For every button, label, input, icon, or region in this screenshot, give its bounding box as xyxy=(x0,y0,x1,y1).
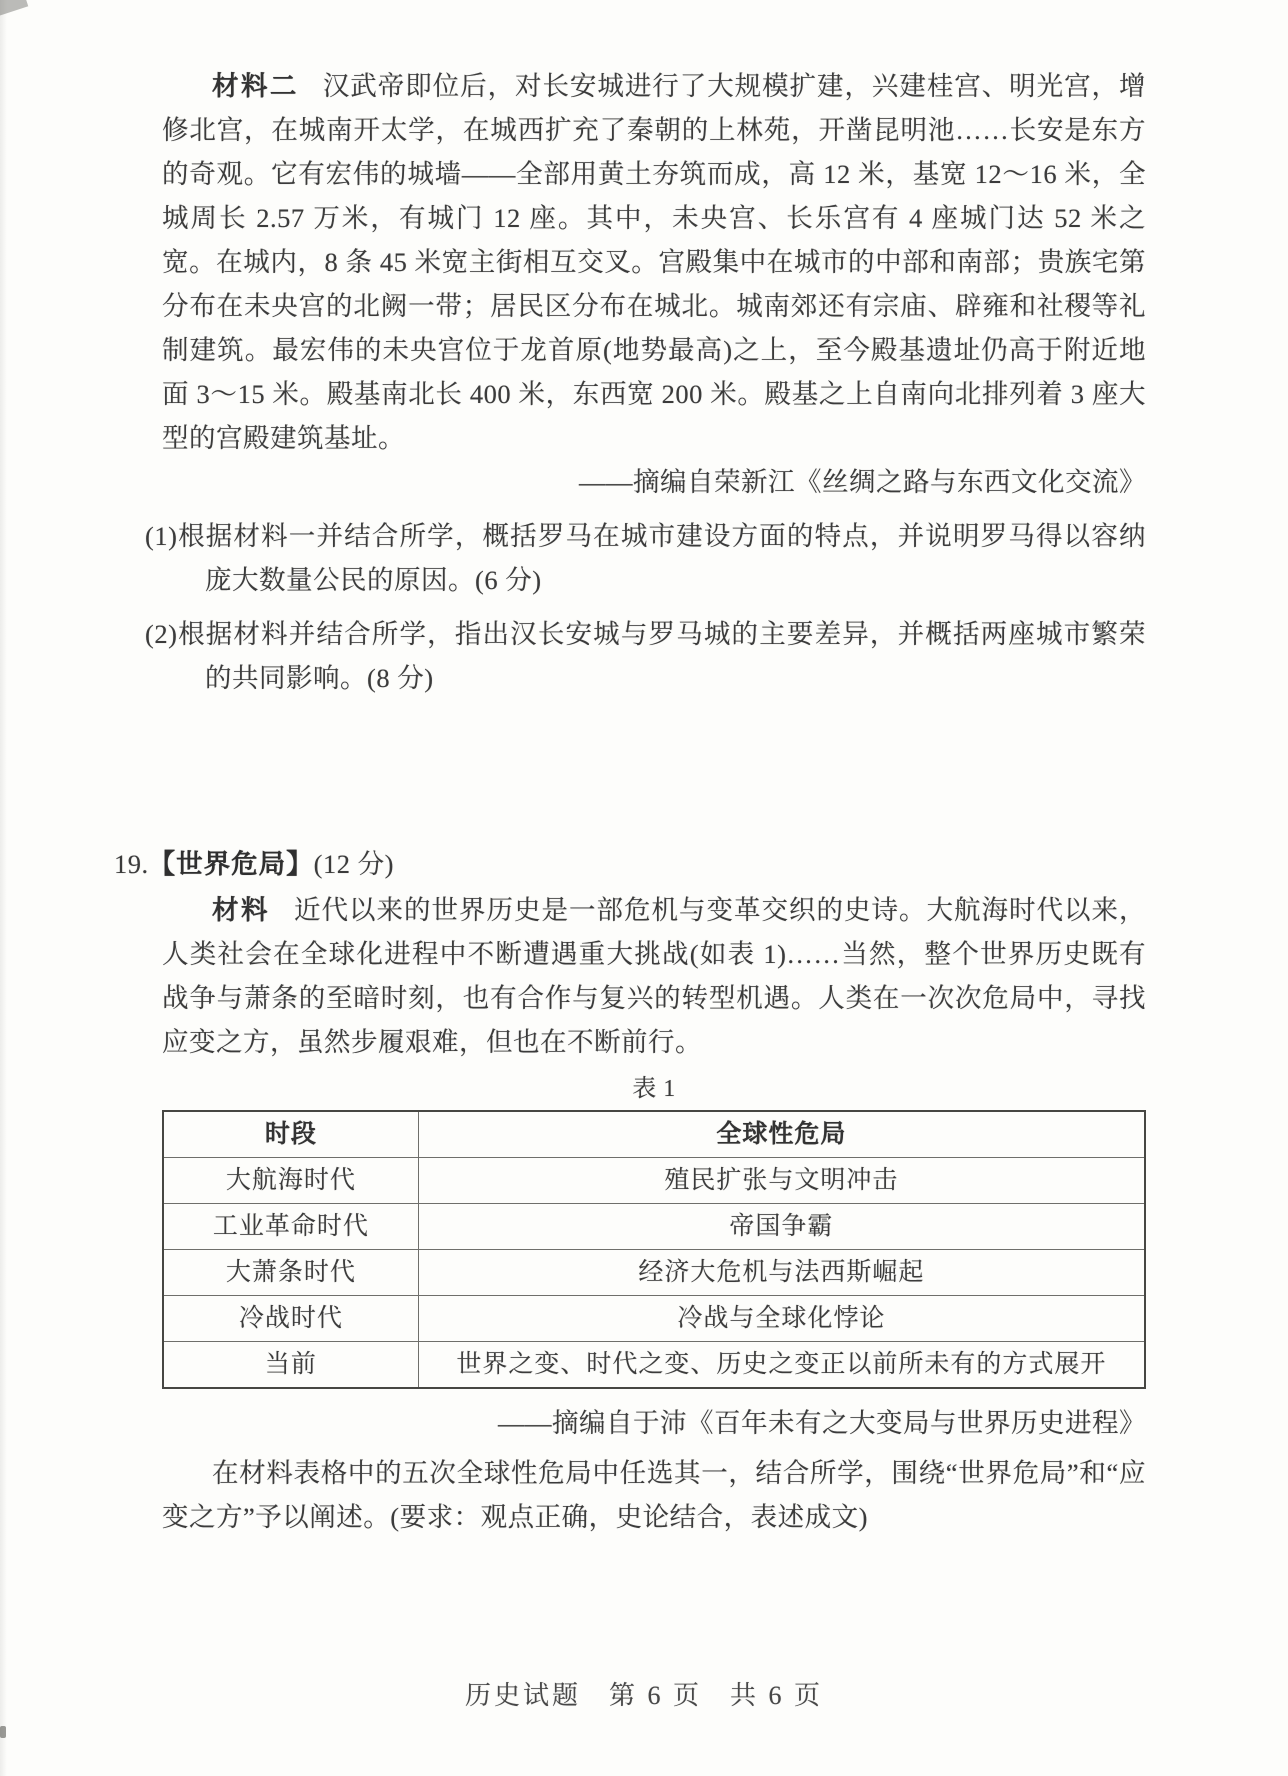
period-cell: 工业革命时代 xyxy=(163,1204,418,1250)
crisis-cell: 经济大危机与法西斯崛起 xyxy=(418,1250,1145,1296)
table-caption: 表 1 xyxy=(632,1076,676,1102)
source-citation-2: ——摘编自于沛《百年未有之大变局与世界历史进程》 xyxy=(498,1408,1146,1438)
footer-page-total: 共 6 页 xyxy=(730,1681,824,1710)
crisis-table xyxy=(162,1110,1146,1389)
footer-page-number: 第 6 页 xyxy=(608,1681,702,1710)
question-19-title: 【世界危局】 xyxy=(148,849,314,879)
period-cell: 大航海时代 xyxy=(163,1158,418,1204)
table-row xyxy=(163,1342,1145,1389)
table-header-row xyxy=(163,1111,1145,1158)
period-cell: 冷战时代 xyxy=(163,1296,418,1342)
crisis-cell: 世界之变、时代之变、历史之变正以前所未有的方式展开 xyxy=(418,1342,1145,1389)
material-two-paragraph xyxy=(162,64,1146,460)
question-2: (2)根据材料并结合所学，指出汉长安城与罗马城的主要差异，并概括两座城市繁荣的共同影响。(8 分) xyxy=(145,619,1146,693)
material-paragraph-19 xyxy=(162,888,1146,1064)
table-header-crisis: 全球性危局 xyxy=(418,1111,1145,1158)
table-header-period: 时段 xyxy=(163,1111,418,1158)
scan-artifact xyxy=(0,1726,6,1738)
source-citation-1: ——摘编自荣新江《丝绸之路与东西文化交流》 xyxy=(579,467,1146,497)
crisis-cell: 殖民扩张与文明冲击 xyxy=(418,1158,1145,1204)
crisis-cell: 冷战与全球化悖论 xyxy=(418,1296,1145,1342)
material-label-19: 材料 xyxy=(212,895,270,925)
footer-subject: 历史试题 xyxy=(464,1681,581,1710)
task-paragraph: 在材料表格中的五次全球性危局中任选其一，结合所学，围绕“世界危局”和“应变之方”予以阐述。(要求：观点正确，史论结合，表述成文) xyxy=(162,1458,1146,1532)
question-19-score: (12 分) xyxy=(313,849,394,879)
question-1: (1)根据材料一并结合所学，概括罗马在城市建设方面的特点，并说明罗马得以容纳庞大数量公民的原因。(6 分) xyxy=(145,521,1146,595)
period-cell: 大萧条时代 xyxy=(163,1250,418,1296)
crisis-cell: 帝国争霸 xyxy=(418,1204,1145,1250)
material-two-label: 材料二 xyxy=(212,71,299,101)
table-row xyxy=(163,1204,1145,1250)
question-19-number: 19. xyxy=(114,849,149,879)
period-cell: 当前 xyxy=(163,1342,418,1389)
page-footer xyxy=(0,1675,1288,1712)
table-row xyxy=(163,1296,1145,1342)
material-two-text: 汉武帝即位后，对长安城进行了大规模扩建，兴建桂宫、明光宫，增修北宫，在城南开太学，在城西扩充了秦朝的上林苑，开凿昆明池……长安是东方的奇观。它有宏伟的城墙——全部用黄土夯筑而成，高 12 米，基宽 12～16 米，全城周长 2.57 万米，有城门 12 座。其中，未央宫、长乐宫有 4 座城门达 52 米之宽。在城内，8 条 45 米宽主街相互交叉。宫殿集中在城市的中部和南部；贵族宅第分布在未央宫的北阙一带；居民区分布在城北。城南郊还有宗庙、辟雍和社稷等礼制建筑。最宏伟的未央宫位于龙首原(地势最高)之上，至今殿基遗址仍高于附近地面 3～15 米。殿基南北长 400 米，东西宽 200 米。殿基之上自南向北排列着 3 座大型的宫殿建筑基址。 xyxy=(162,71,1146,453)
question-19-heading xyxy=(114,842,1146,886)
table-row xyxy=(163,1250,1145,1296)
table-row xyxy=(163,1158,1145,1204)
material-text-19: 近代以来的世界历史是一部危机与变革交织的史诗。大航海时代以来，人类社会在全球化进程中不断遭遇重大挑战(如表 1)……当然，整个世界历史既有战争与萧条的至暗时刻，也有合作与复兴的转型机遇。人类在一次次危局中，寻找应变之方，虽然步履艰难，但也在不断前行。 xyxy=(162,895,1146,1057)
